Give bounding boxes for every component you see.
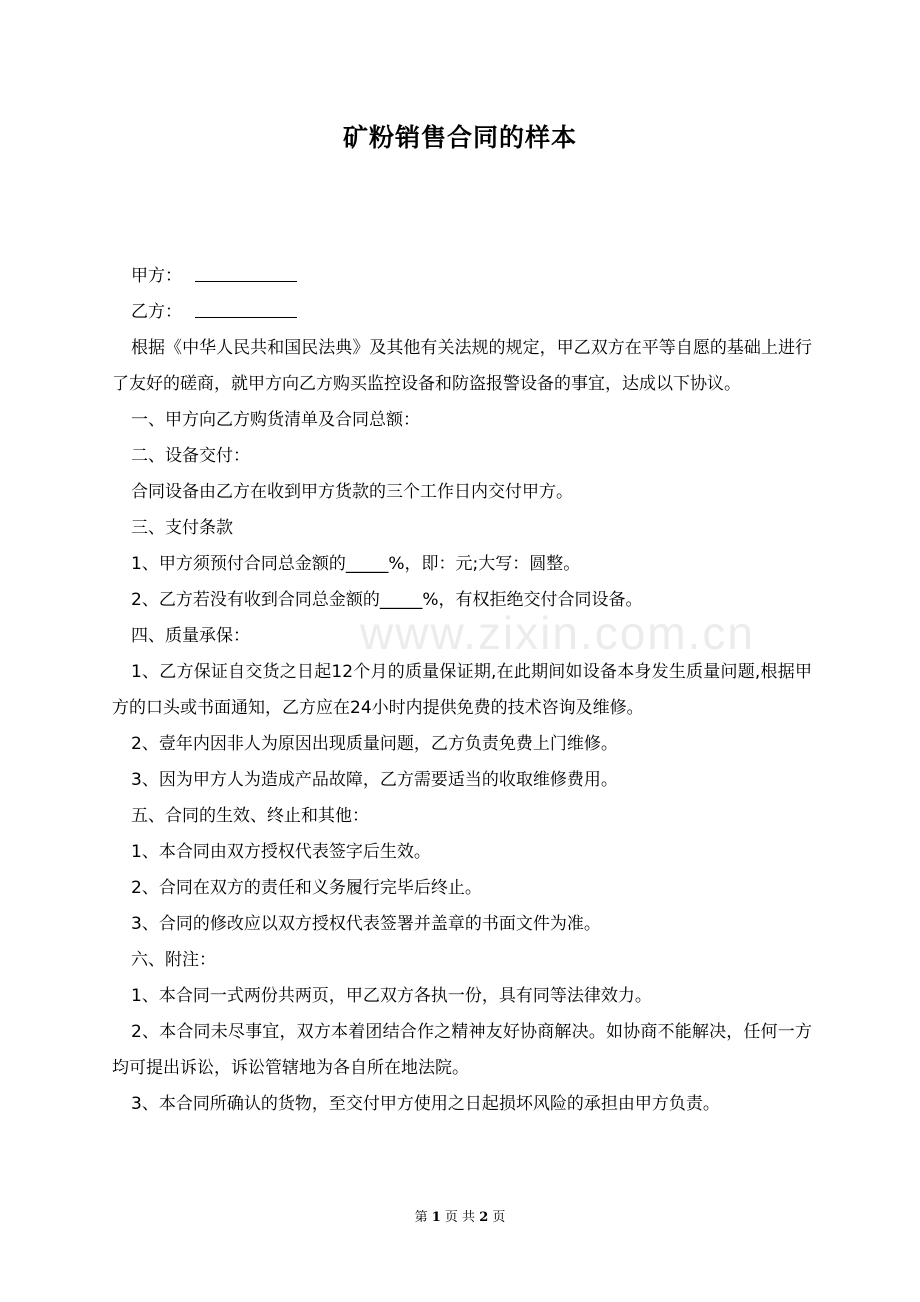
total-page-number: 2 bbox=[479, 1210, 489, 1225]
section-heading: 六、附注： bbox=[131, 950, 216, 970]
clause: 1、本合同一式两份共两页，甲乙双方各执一份，具有同等法律效力。 bbox=[131, 986, 652, 1006]
party-a-label: 甲方： bbox=[131, 266, 182, 286]
section-heading: 五、合同的生效、终止和其他： bbox=[131, 806, 369, 826]
clause: 3、本合同所确认的货物，至交付甲方使用之日起损坏风险的承担由甲方负责。 bbox=[131, 1094, 720, 1114]
watermark: www.zixin.com.cn bbox=[360, 607, 755, 659]
clause: 2、壹年内因非人为原因出现质量问题，乙方负责免费上门维修。 bbox=[131, 734, 618, 754]
paragraph: 根据《中华人民共和国民法典》及其他有关法规的规定，甲乙双方在平等自愿的基础上进行了友好的磋商，就甲方向乙方购买监控设备和防盗报警设备的事宜，达成以下协议。 bbox=[112, 338, 812, 394]
party-b-blank bbox=[195, 300, 297, 318]
clause: 2、乙方若没有收到合同总金额的_____%，有权拒绝交付合同设备。 bbox=[131, 590, 643, 610]
footer-suffix: 页 bbox=[492, 1210, 506, 1225]
clause: 2、本合同未尽事宜，双方本着团结合作之精神友好协商解决。如协商不能解决，任何一方均可提出诉讼，诉讼管辖地为各自所在地法院。 bbox=[112, 1022, 812, 1078]
clause: 1、乙方保证自交货之日起12个月的质量保证期,在此期间如设备本身发生质量问题,根据甲方的口头或书面通知，乙方应在24小时内提供免费的技术咨询及维修。 bbox=[112, 662, 812, 718]
clause: 1、甲方须预付合同总金额的_____%，即：元;大写：圆整。 bbox=[131, 554, 581, 574]
clause: 3、因为甲方人为造成产品故障，乙方需要适当的收取维修费用。 bbox=[131, 770, 618, 790]
party-a-line bbox=[112, 258, 812, 294]
document-body bbox=[112, 258, 812, 1122]
clause: 2、合同在双方的责任和义务履行完毕后终止。 bbox=[131, 878, 482, 898]
document-title: 矿粉销售合同的样本 bbox=[342, 123, 577, 152]
section-heading: 四、质量承保： bbox=[131, 626, 250, 646]
footer-middle: 页 共 bbox=[444, 1210, 476, 1225]
section-heading: 一、甲方向乙方购货清单及合同总额： bbox=[131, 410, 420, 430]
section-heading: 三、支付条款 bbox=[131, 518, 233, 538]
clause: 3、合同的修改应以双方授权代表签署并盖章的书面文件为准。 bbox=[131, 914, 601, 934]
page-footer bbox=[0, 1206, 920, 1225]
current-page-number: 1 bbox=[431, 1210, 441, 1225]
party-b-label: 乙方： bbox=[131, 302, 182, 322]
paragraph: 合同设备由乙方在收到甲方货款的三个工作日内交付甲方。 bbox=[131, 482, 573, 502]
party-a-blank bbox=[195, 264, 297, 282]
section-heading: 二、设备交付： bbox=[131, 446, 250, 466]
footer-prefix: 第 bbox=[414, 1210, 428, 1225]
party-b-line bbox=[112, 294, 812, 330]
clause: 1、本合同由双方授权代表签字后生效。 bbox=[131, 842, 431, 862]
